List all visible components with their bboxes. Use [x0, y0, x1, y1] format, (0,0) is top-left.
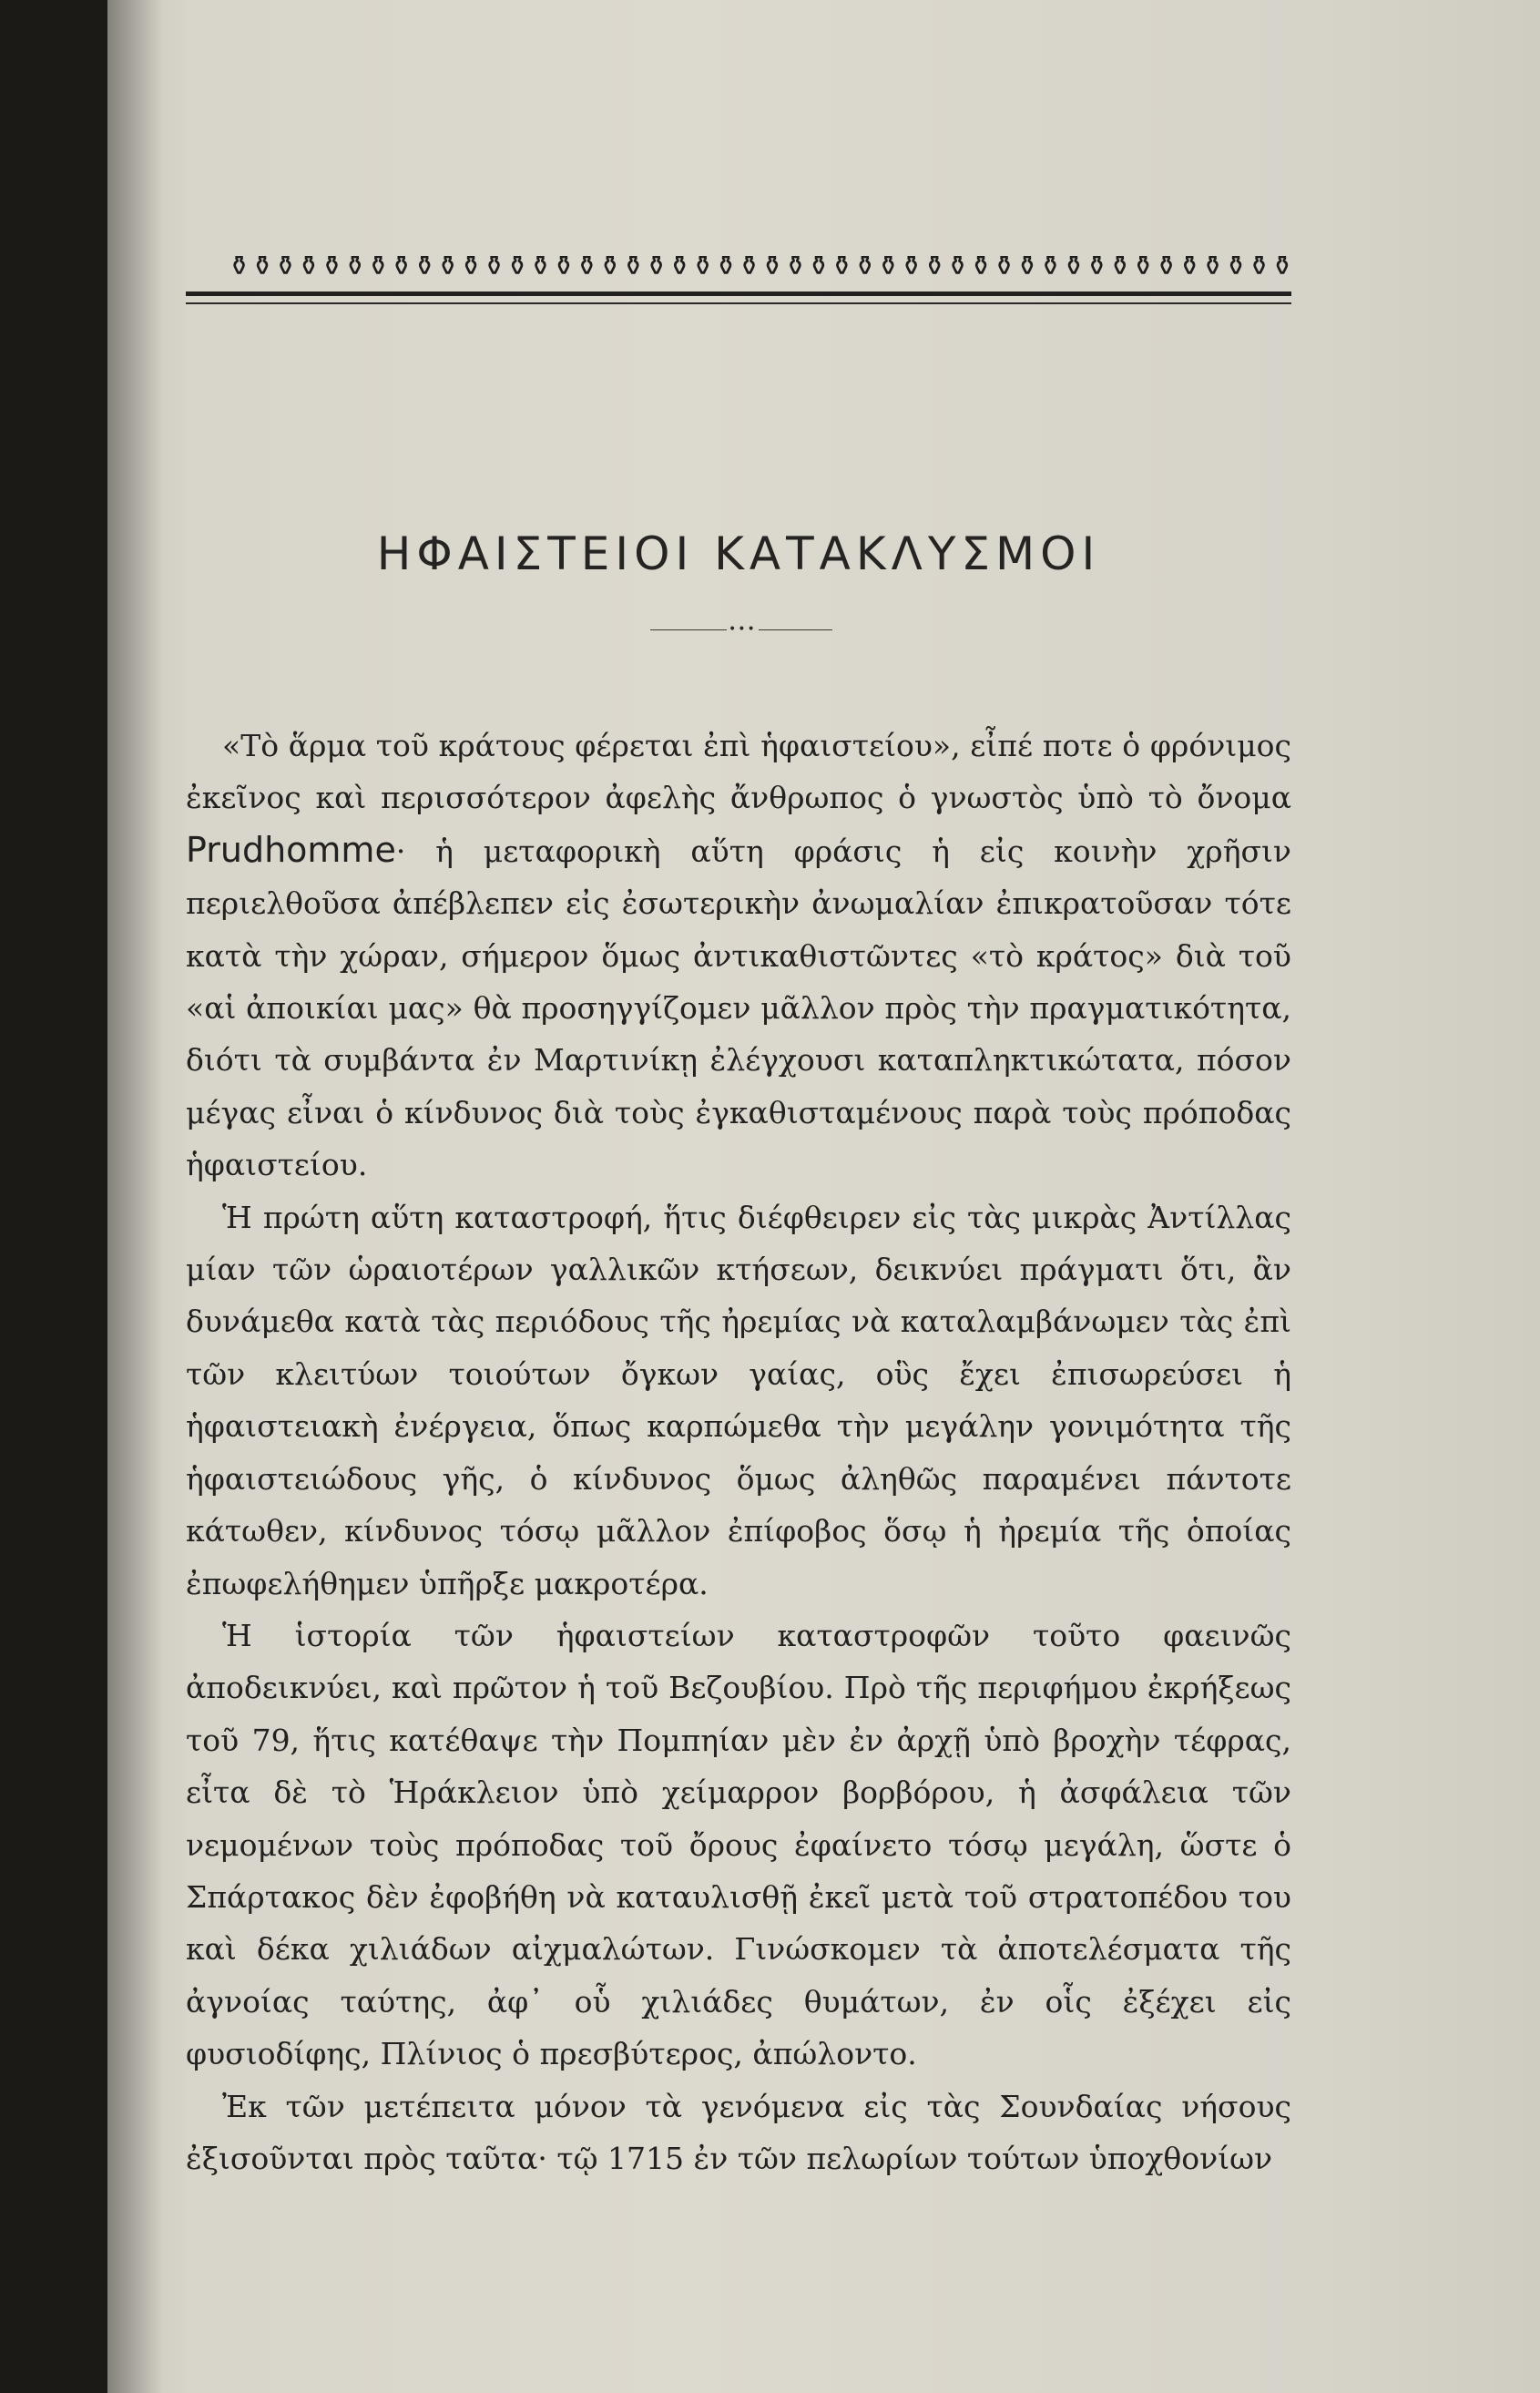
paragraph-1: [186, 720, 1291, 1191]
page-gutter-shadow: [107, 0, 162, 2393]
ornament-glyph: ⚱: [343, 251, 367, 282]
ornament-glyph: ⚱: [1108, 251, 1132, 282]
ornament-glyph: ⚱: [645, 251, 668, 282]
ornament-glyph: ⚱: [1131, 251, 1155, 282]
ornament-glyph: ⚱: [1038, 251, 1062, 282]
ornament-glyph: ⚱: [366, 251, 390, 282]
title-divider: [650, 622, 832, 637]
ornament-glyph: ⚱: [621, 251, 645, 282]
ornament-glyph: ⚱: [783, 251, 808, 282]
chapter-title: ΗΦΑΙΣΤΕΙΟΙ ΚΑΤΑΚΛΥΣΜΟΙ: [376, 527, 1101, 580]
ornament-glyph: ⚱: [228, 251, 251, 282]
ornament-glyph: ⚱: [1224, 251, 1248, 282]
body-text: [186, 720, 1291, 2184]
ornament-glyph: ⚱: [273, 251, 298, 282]
paragraph-2: Ἡ πρώτη αὕτη καταστροφή, ἥτις διέφθειρεν εἰς τὰς μικρὰς Ἀντίλλας μίαν τῶν ὡραιοτέρων γαλλικῶν κτήσεων, δεικνύει πράγματι ὅτι, ἂν δυνάμεθα κατὰ τὰς περιόδους τῆς ἠρεμίας νὰ καταλαμβάνωμεν τὰς ἐπὶ τῶν κλειτύων τοιούτων ὄγκων γαίας, οὓς ἔχει ἐπισωρεύσει ἡ ἡφαιστειακὴ ἐνέργεια, ὅπως καρπώμεθα τὴν μεγάλην γονιμότητα τῆς ἡφαιστειώδους γῆς, ὁ κίνδυνος ὅμως ἀληθῶς παραμένει πάντοτε κάτωθεν, κίνδυνος τόσῳ μᾶλλον ἐπίφοβος ὅσῳ ἡ ἠρεμία τῆς ὁποίας ἐπωφελήθημεν ὑπῆρξε μακροτέρα.: [186, 1199, 1291, 1601]
header-rule-thick: [186, 291, 1291, 296]
ornament-glyph: ⚱: [482, 251, 506, 282]
ornament-glyph: ⚱: [1015, 251, 1039, 282]
ornament-glyph: ⚱: [320, 251, 343, 282]
ornament-glyph: ⚱: [760, 251, 784, 282]
paragraph-1-text-start: «Τὸ ἅρμα τοῦ κράτους φέρεται ἐπὶ ἡφαιστείου», εἶπέ ποτε ὁ φρόνιμος ἐκεῖνος καὶ περισσότερον ἀφελὴς ἄνθρωπος ὁ γνωστὸς ὑπὸ τὸ ὄνομα: [186, 728, 1291, 816]
ornament-glyph: ⚱: [946, 251, 970, 282]
ornament-glyph: ⚱: [598, 251, 622, 282]
ornament-glyph: ⚱: [1085, 251, 1108, 282]
ornament-glyph: ⚱: [1178, 251, 1201, 282]
ornament-glyph: ⚱: [1247, 251, 1271, 282]
ornament-glyph: ⚱: [876, 251, 900, 282]
ornament-glyph: ⚱: [900, 251, 923, 282]
ornament-glyph: ⚱: [552, 251, 576, 282]
ornament-glyph: ⚱: [575, 251, 598, 282]
paragraph-1-text-end: · ἡ μεταφορικὴ αὕτη φράσις ἡ εἰς κοινὴν χρῆσιν περιελθοῦσα ἀπέβλεπεν εἰς ἐσωτερικὴν ἀνωμαλίαν ἐπικρατοῦσαν τότε κατὰ τὴν χώραν, σήμερον ὅμως ἀντικαθιστῶντες «τὸ κράτος» διὰ τοῦ «αἱ ἀποικίαι μας» θὰ προσηγγίζομεν μᾶλλον πρὸς τὴν πραγματικότητα, διότι τὰ συμβάντα ἐν Μαρτινίκῃ ἐλέγχουσι καταπληκτικώτατα, πόσον μέγας εἶναι ὁ κίνδυνος διὰ τοὺς ἐγκαθισταμένους παρὰ τοὺς πρόποδας ἡφαιστείου.: [186, 833, 1291, 1183]
ornament-glyph: ⚱: [923, 251, 946, 282]
ornament-glyph: ⚱: [413, 251, 436, 282]
ornament-glyph: ⚱: [714, 251, 738, 282]
ornament-glyph: ⚱: [297, 251, 321, 282]
ornament-glyph: ⚱: [436, 251, 460, 282]
ornament-glyph: ⚱: [1270, 251, 1294, 282]
ornament-glyph: ⚱: [853, 251, 877, 282]
ornament-glyph: ⚱: [528, 251, 553, 282]
ornament-glyph: ⚱: [459, 251, 483, 282]
ornament-glyph: ⚱: [668, 251, 691, 282]
ornament-glyph: ⚱: [250, 251, 274, 282]
ornament-glyph: ⚱: [737, 251, 761, 282]
ornament-glyph: ⚱: [830, 251, 853, 282]
paragraph-4: Ἐκ τῶν μετέπειτα μόνον τὰ γενόμενα εἰς τὰς Σουνδαίας νήσους ἐξισοῦνται πρὸς ταῦτα· τῷ 1715 ἐν τῶν πελωρίων τούτων ὑποχθονίων: [186, 2088, 1291, 2176]
paragraph-3: Ἡ ἱστορία τῶν ἡφαιστείων καταστροφῶν τοῦτο φαεινῶς ἀποδεικνύει, καὶ πρῶτον ἡ τοῦ Βεζουβίου. Πρὸ τῆς περιφήμου ἐκρήξεως τοῦ 79, ἥτις κατέθαψε τὴν Πομπηίαν μὲν ἐν ἀρχῇ ὑπὸ βροχὴν τέφρας, εἶτα δὲ τὸ Ἡράκλειον ὑπὸ χείμαρρον βορβόρου, ἡ ἀσφάλεια τῶν νεμομένων τοὺς πρόποδας τοῦ ὄρους ἐφαίνετο τόσῳ μεγάλη, ὥστε ὁ Σπάρτακος δὲν ἐφοβήθη νὰ καταυλισθῇ ἐκεῖ μετὰ τοῦ στρατοπέδου του καὶ δέκα χιλιάδων αἰχμαλώτων. Γινώσκομεν τὰ ἀποτελέσματα τῆς ἀγνοίας ταύτης, ἀφ᾽ οὗ χιλιάδες θυμάτων, ἐν οἷς ἐξέχει εἰς φυσιοδίφης, Πλίνιος ὁ πρεσβύτερος, ἀπώλοντο.: [186, 1617, 1291, 2072]
ornament-glyph: ⚱: [390, 251, 413, 282]
title-divider-dots: •••: [729, 622, 757, 637]
header-ornament-border: [228, 244, 1294, 282]
paragraph-1-latin-name: Prudhomme: [186, 829, 396, 870]
ornament-glyph: ⚱: [1062, 251, 1086, 282]
ornament-glyph: ⚱: [992, 251, 1016, 282]
ornament-glyph: ⚱: [1155, 251, 1178, 282]
ornament-glyph: ⚱: [807, 251, 831, 282]
ornament-glyph: ⚱: [691, 251, 715, 282]
ornament-glyph: ⚱: [505, 251, 529, 282]
ornament-glyph: ⚱: [1201, 251, 1225, 282]
ornament-glyph: ⚱: [969, 251, 993, 282]
header-rule-thin: [186, 302, 1291, 304]
